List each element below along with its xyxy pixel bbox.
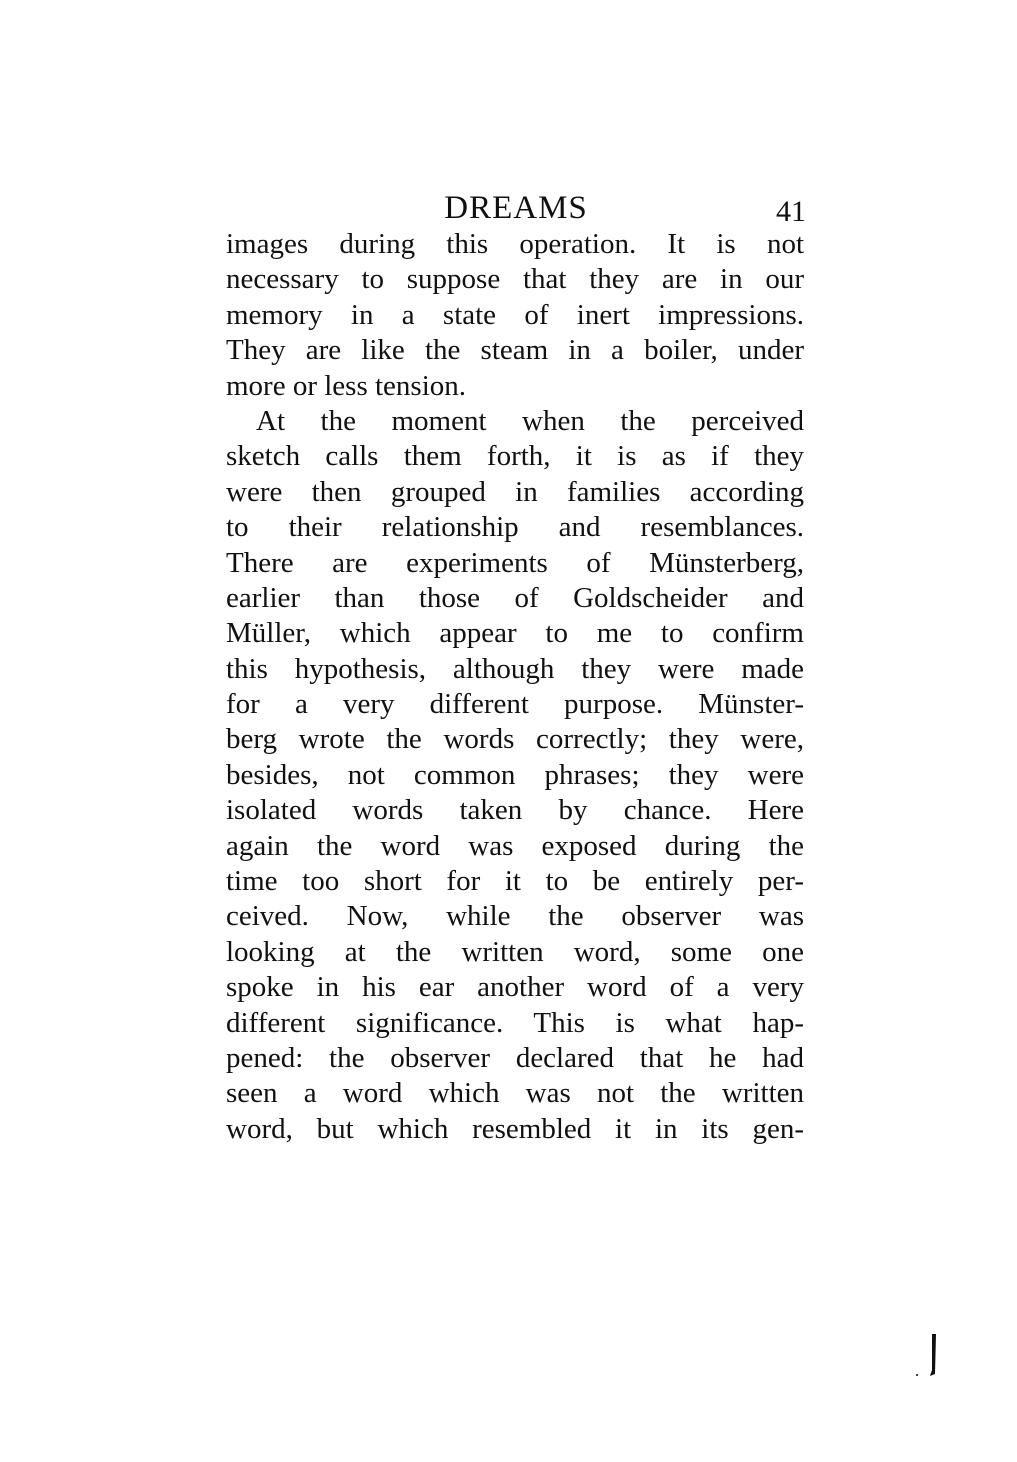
text-line: this hypothesis, although they were made — [226, 652, 804, 685]
text-line: ceived. Now, while the observer was — [226, 900, 804, 933]
text-line: memory in a state of inert impressions. — [226, 298, 804, 331]
text-line: more or less tension. — [226, 369, 467, 402]
text-line: At the moment when the perceived — [256, 404, 804, 437]
text-line: berg wrote the words correctly; they were, — [226, 723, 804, 756]
running-title: DREAMS — [444, 190, 588, 226]
text-line: to their relationship and resemblances. — [226, 511, 804, 544]
text-line: word, but which resembled it in its gen- — [226, 1112, 804, 1145]
text-line: They are like the steam in a boiler, under — [226, 334, 804, 367]
text-line: earlier than those of Goldscheider and — [226, 581, 804, 614]
running-head — [226, 188, 806, 232]
text-line: Müller, which appear to me to confirm — [226, 617, 804, 650]
text-line: spoke in his ear another word of a very — [226, 971, 804, 1004]
paragraph — [226, 404, 804, 1147]
text-line: time too short for it to be entirely per- — [226, 865, 804, 898]
text-line: besides, not common phrases; they were — [226, 758, 804, 791]
page-number: 41 — [776, 195, 806, 228]
text-line: There are experiments of Münsterberg, — [226, 546, 804, 579]
scan-mark-icon — [912, 1330, 942, 1380]
text-line: different significance. This is what hap- — [226, 1006, 804, 1039]
text-line: for a very different purpose. Münster- — [226, 688, 804, 721]
text-line: necessary to suppose that they are in our — [226, 263, 804, 296]
text-line: seen a word which was not the written — [226, 1077, 804, 1110]
text-line: sketch calls them forth, it is as if they — [226, 440, 804, 473]
text-line: again the word was exposed during the — [226, 829, 804, 862]
text-line: isolated words taken by chance. Here — [226, 794, 804, 827]
text-line: were then grouped in families according — [226, 475, 804, 508]
body-text — [226, 227, 804, 1147]
text-line: images during this operation. It is not — [226, 228, 804, 260]
paragraph — [226, 227, 804, 404]
text-line: pened: the observer declared that he had — [226, 1041, 804, 1074]
text-line: looking at the written word, some one — [226, 935, 804, 968]
